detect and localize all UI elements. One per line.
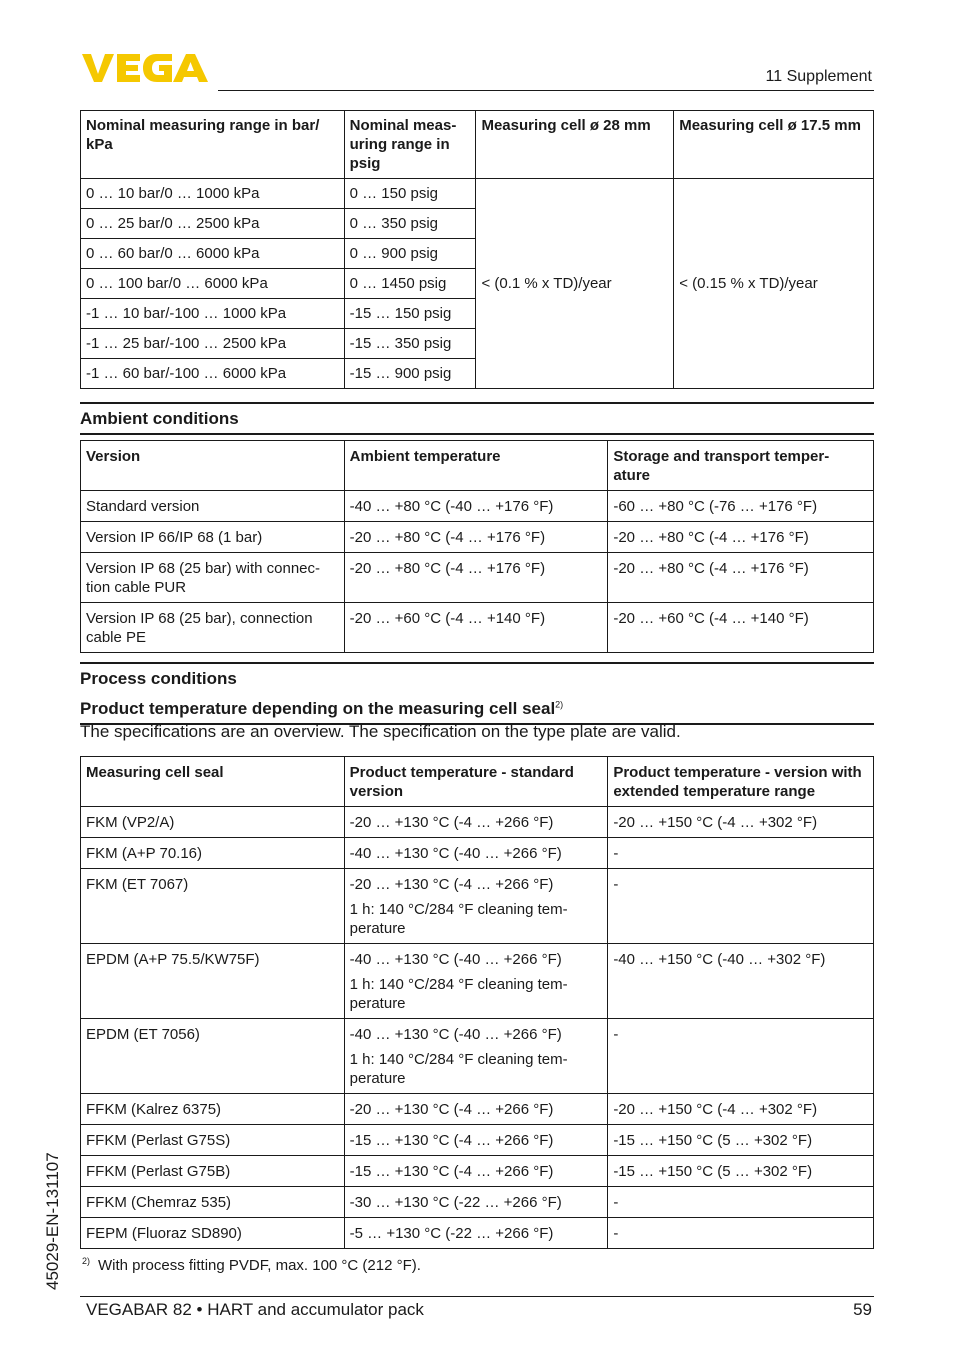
version-cell: Standard version (81, 491, 345, 522)
extended-temp-cell: -40 … +150 °C (-40 … +302 °F) (608, 944, 874, 1019)
seal-cell: EPDM (A+P 75.5/KW75F) (81, 944, 345, 1019)
col-header: Product temperature - standard version (344, 757, 608, 807)
table-row (81, 1094, 874, 1125)
footer-title: VEGABAR 82 • HART and accumulator pack (86, 1300, 424, 1319)
seal-temperature-table (80, 756, 874, 1249)
product-temperature-heading-text: Product temperature depending on the measuring cell seal (80, 699, 556, 718)
range-psig-cell: 0 … 150 psig (344, 179, 476, 209)
table-row (81, 553, 874, 603)
range-bar-cell: 0 … 10 bar/0 … 1000 kPa (81, 179, 345, 209)
standard-temp-cell (344, 1094, 608, 1125)
col-header: Nominal meas- uring range in psig (344, 111, 476, 179)
standard-temp-value: -15 … +130 °C (-4 … +266 °F) (349, 1132, 554, 1149)
standard-temp-value: -20 … +130 °C (-4 … +266 °F) (349, 876, 554, 893)
table-row (81, 1218, 874, 1249)
range-psig-cell: -15 … 150 psig (344, 299, 476, 329)
table-row (81, 491, 874, 522)
standard-temp-cell (344, 869, 608, 944)
seal-cell: FKM (A+P 70.16) (81, 838, 345, 869)
standard-temp-value: -20 … +130 °C (-4 … +266 °F) (349, 814, 554, 831)
standard-temp-cell (344, 944, 608, 1019)
extended-temp-cell: -20 … +150 °C (-4 … +302 °F) (608, 1094, 874, 1125)
extended-temp-cell: - (608, 1187, 874, 1218)
table-row (81, 944, 874, 1019)
process-conditions-heading: Process conditions (80, 662, 874, 689)
table-row (81, 1156, 874, 1187)
cleaning-temp-note: 1 h: 140 °C/284 °F cleaning tem- perature (349, 1051, 568, 1087)
extended-temp-cell: - (608, 1019, 874, 1094)
storage-temp-cell: -20 … +60 °C (-4 … +140 °F) (608, 603, 874, 653)
range-bar-cell: 0 … 25 bar/0 … 2500 kPa (81, 209, 345, 239)
standard-temp-value: -40 … +130 °C (-40 … +266 °F) (349, 1026, 562, 1043)
extended-temp-cell: -15 … +150 °C (5 … +302 °F) (608, 1156, 874, 1187)
col-header: Version (81, 441, 345, 491)
seal-cell: EPDM (ET 7056) (81, 1019, 345, 1094)
table-header-row (81, 757, 874, 807)
seal-cell: FFKM (Kalrez 6375) (81, 1094, 345, 1125)
range-psig-cell: -15 … 900 psig (344, 359, 476, 389)
table-row (81, 522, 874, 553)
range-bar-cell: -1 … 60 bar/-100 … 6000 kPa (81, 359, 345, 389)
col-header: Measuring cell seal (81, 757, 345, 807)
footnote-marker: 2) (82, 1256, 91, 1266)
standard-temp-cell (344, 838, 608, 869)
range-bar-cell: -1 … 10 bar/-100 … 1000 kPa (81, 299, 345, 329)
seal-cell: FKM (VP2/A) (81, 807, 345, 838)
table-row (81, 1125, 874, 1156)
version-cell: Version IP 66/IP 68 (1 bar) (81, 522, 345, 553)
standard-temp-value: -40 … +130 °C (-40 … +266 °F) (349, 845, 562, 862)
table-header-row (81, 111, 874, 179)
accuracy-17mm-cell: < (0.15 % x TD)/year (674, 179, 874, 389)
standard-temp-cell (344, 1019, 608, 1094)
extended-temp-cell: - (608, 838, 874, 869)
vega-logo (82, 52, 212, 84)
range-psig-cell: 0 … 1450 psig (344, 269, 476, 299)
extended-temp-cell: - (608, 869, 874, 944)
table-row (81, 603, 874, 653)
storage-temp-cell: -20 … +80 °C (-4 … +176 °F) (608, 522, 874, 553)
footnote-ref: 2) (555, 699, 564, 710)
seal-cell: FEPM (Fluoraz SD890) (81, 1218, 345, 1249)
ambient-temp-cell: -40 … +80 °C (-40 … +176 °F) (344, 491, 608, 522)
extended-temp-cell: -15 … +150 °C (5 … +302 °F) (608, 1125, 874, 1156)
storage-temp-cell: -60 … +80 °C (-76 … +176 °F) (608, 491, 874, 522)
cleaning-temp-note: 1 h: 140 °C/284 °F cleaning tem- perature (349, 901, 568, 937)
ambient-conditions-heading: Ambient conditions (80, 402, 874, 435)
page-number: 59 (853, 1300, 872, 1319)
table-row (81, 838, 874, 869)
standard-temp-value: -40 … +130 °C (-40 … +266 °F) (349, 951, 562, 968)
standard-temp-value: -15 … +130 °C (-4 … +266 °F) (349, 1163, 554, 1180)
col-header: Measuring cell ø 17.5 mm (674, 111, 874, 179)
seal-cell: FFKM (Perlast G75B) (81, 1156, 345, 1187)
table-row (81, 1187, 874, 1218)
table-row (81, 1019, 874, 1094)
range-bar-cell: 0 … 60 bar/0 … 6000 kPa (81, 239, 345, 269)
seal-cell: FFKM (Perlast G75S) (81, 1125, 345, 1156)
standard-temp-cell (344, 1125, 608, 1156)
version-cell: Version IP 68 (25 bar), connection cable PE (81, 603, 345, 653)
table-row (81, 807, 874, 838)
col-header: Ambient temperature (344, 441, 608, 491)
range-bar-cell: -1 … 25 bar/-100 … 2500 kPa (81, 329, 345, 359)
ambient-temp-cell: -20 … +80 °C (-4 … +176 °F) (344, 553, 608, 603)
product-temperature-heading (80, 694, 874, 725)
storage-temp-cell: -20 … +80 °C (-4 … +176 °F) (608, 553, 874, 603)
table-row (81, 179, 874, 209)
seal-cell: FKM (ET 7067) (81, 869, 345, 944)
extended-temp-cell: - (608, 1218, 874, 1249)
col-header: Measuring cell ø 28 mm (476, 111, 674, 179)
ambient-conditions-table (80, 440, 874, 653)
cleaning-temp-note: 1 h: 140 °C/284 °F cleaning tem- perature (349, 976, 568, 1012)
range-bar-cell: 0 … 100 bar/0 … 6000 kPa (81, 269, 345, 299)
standard-temp-cell (344, 1218, 608, 1249)
table-header-row (81, 441, 874, 491)
extended-temp-cell: -20 … +150 °C (-4 … +302 °F) (608, 807, 874, 838)
measuring-range-table (80, 110, 874, 389)
standard-temp-value: -30 … +130 °C (-22 … +266 °F) (349, 1194, 562, 1211)
range-psig-cell: -15 … 350 psig (344, 329, 476, 359)
accuracy-28mm-cell: < (0.1 % x TD)/year (476, 179, 674, 389)
seal-cell: FFKM (Chemraz 535) (81, 1187, 345, 1218)
intro-text: The specifications are an overview. The specification on the type plate are valid. (80, 722, 681, 741)
col-header: Product temperature - version with extended temperature range (608, 757, 874, 807)
standard-temp-cell (344, 807, 608, 838)
range-psig-cell: 0 … 350 psig (344, 209, 476, 239)
ambient-temp-cell: -20 … +80 °C (-4 … +176 °F) (344, 522, 608, 553)
range-psig-cell: 0 … 900 psig (344, 239, 476, 269)
section-label: 11 Supplement (765, 68, 872, 85)
footnote (82, 1256, 421, 1274)
ambient-temp-cell: -20 … +60 °C (-4 … +140 °F) (344, 603, 608, 653)
header-rule (218, 90, 874, 91)
col-header: Nominal measuring range in bar/ kPa (81, 111, 345, 179)
standard-temp-cell (344, 1187, 608, 1218)
footnote-text: With process fitting PVDF, max. 100 °C (212 °F). (98, 1257, 421, 1274)
standard-temp-cell (344, 1156, 608, 1187)
standard-temp-value: -5 … +130 °C (-22 … +266 °F) (349, 1225, 554, 1242)
table-row (81, 869, 874, 944)
col-header: Storage and transport temper- ature (608, 441, 874, 491)
footer-rule (80, 1296, 874, 1297)
document-id: 45029-EN-131107 (43, 1152, 62, 1290)
standard-temp-value: -20 … +130 °C (-4 … +266 °F) (349, 1101, 554, 1118)
version-cell: Version IP 68 (25 bar) with connec- tion cable PUR (81, 553, 345, 603)
